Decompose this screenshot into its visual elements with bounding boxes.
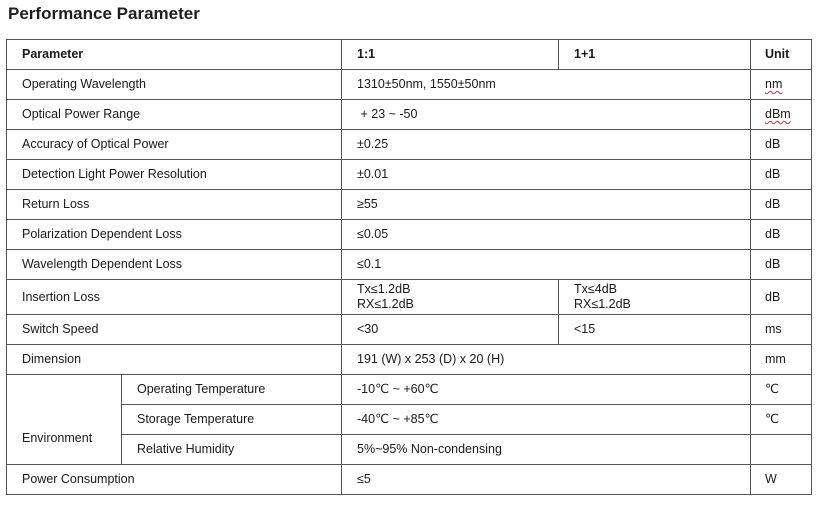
unit-text: dBm (765, 107, 791, 121)
page-title: Performance Parameter (8, 4, 200, 23)
env-value: -10℃ ~ +60℃ (342, 375, 751, 405)
header-parameter: Parameter (7, 40, 342, 70)
unit-text: nm (765, 77, 783, 91)
env-value: 5%~95% Non-condensing (342, 435, 751, 465)
param-value: ≤5 (342, 465, 751, 495)
header-unit: Unit (751, 40, 812, 70)
param-unit (751, 100, 812, 130)
env-value: -40℃ ~ +85℃ (342, 405, 751, 435)
table-row (7, 315, 812, 345)
param-value: ≥55 (342, 190, 751, 220)
param-label: Polarization Dependent Loss (7, 220, 342, 250)
param-value-1-plus-1: <15 (559, 315, 751, 345)
param-label: Return Loss (7, 190, 342, 220)
value-line: Tx≤4dB (574, 282, 617, 296)
table-row (7, 345, 812, 375)
value-line: RX≤1.2dB (574, 297, 631, 311)
param-unit: mm (751, 345, 812, 375)
param-unit: W (751, 465, 812, 495)
table-row (7, 465, 812, 495)
param-label: Optical Power Range (7, 100, 342, 130)
param-unit: dB (751, 160, 812, 190)
header-1-plus-1: 1+1 (559, 40, 751, 70)
param-label: Wavelength Dependent Loss (7, 250, 342, 280)
param-value-1-1: <30 (342, 315, 559, 345)
param-unit: dB (751, 250, 812, 280)
param-unit (751, 70, 812, 100)
table-row (7, 375, 812, 405)
env-sub-label: Relative Humidity (122, 435, 342, 465)
param-value: 191 (W) x 253 (D) x 20 (H) (342, 345, 751, 375)
param-value: ±0.01 (342, 160, 751, 190)
param-value-1-1 (342, 280, 559, 315)
table-row (7, 100, 812, 130)
env-unit (751, 435, 812, 465)
table-row (7, 435, 812, 465)
param-label: Detection Light Power Resolution (7, 160, 342, 190)
param-label: Switch Speed (7, 315, 342, 345)
param-value-1-plus-1 (559, 280, 751, 315)
param-unit: dB (751, 280, 812, 315)
param-unit: dB (751, 220, 812, 250)
table-row (7, 130, 812, 160)
param-label: Operating Wavelength (7, 70, 342, 100)
table-row (7, 220, 812, 250)
env-sub-label: Storage Temperature (122, 405, 342, 435)
env-unit: ℃ (751, 405, 812, 435)
param-label: Dimension (7, 345, 342, 375)
param-unit: ms (751, 315, 812, 345)
param-label: Insertion Loss (7, 280, 342, 315)
performance-table (6, 39, 812, 495)
environment-label: Environment (7, 375, 122, 465)
env-unit: ℃ (751, 375, 812, 405)
value-line: Tx≤1.2dB (357, 282, 411, 296)
param-label: Accuracy of Optical Power (7, 130, 342, 160)
table-row (7, 190, 812, 220)
header-1-1: 1:1 (342, 40, 559, 70)
param-value: + 23 ~ -50 (342, 100, 751, 130)
table-row (7, 160, 812, 190)
param-value: 1310±50nm, 1550±50nm (342, 70, 751, 100)
value-line: RX≤1.2dB (357, 297, 414, 311)
param-value: ±0.25 (342, 130, 751, 160)
table-row (7, 405, 812, 435)
table-row (7, 280, 812, 315)
param-value: ≤0.05 (342, 220, 751, 250)
table-row (7, 250, 812, 280)
param-unit: dB (751, 190, 812, 220)
param-label: Power Consumption (7, 465, 342, 495)
table-row (7, 70, 812, 100)
env-sub-label: Operating Temperature (122, 375, 342, 405)
param-value: ≤0.1 (342, 250, 751, 280)
param-unit: dB (751, 130, 812, 160)
header-row (7, 40, 812, 70)
